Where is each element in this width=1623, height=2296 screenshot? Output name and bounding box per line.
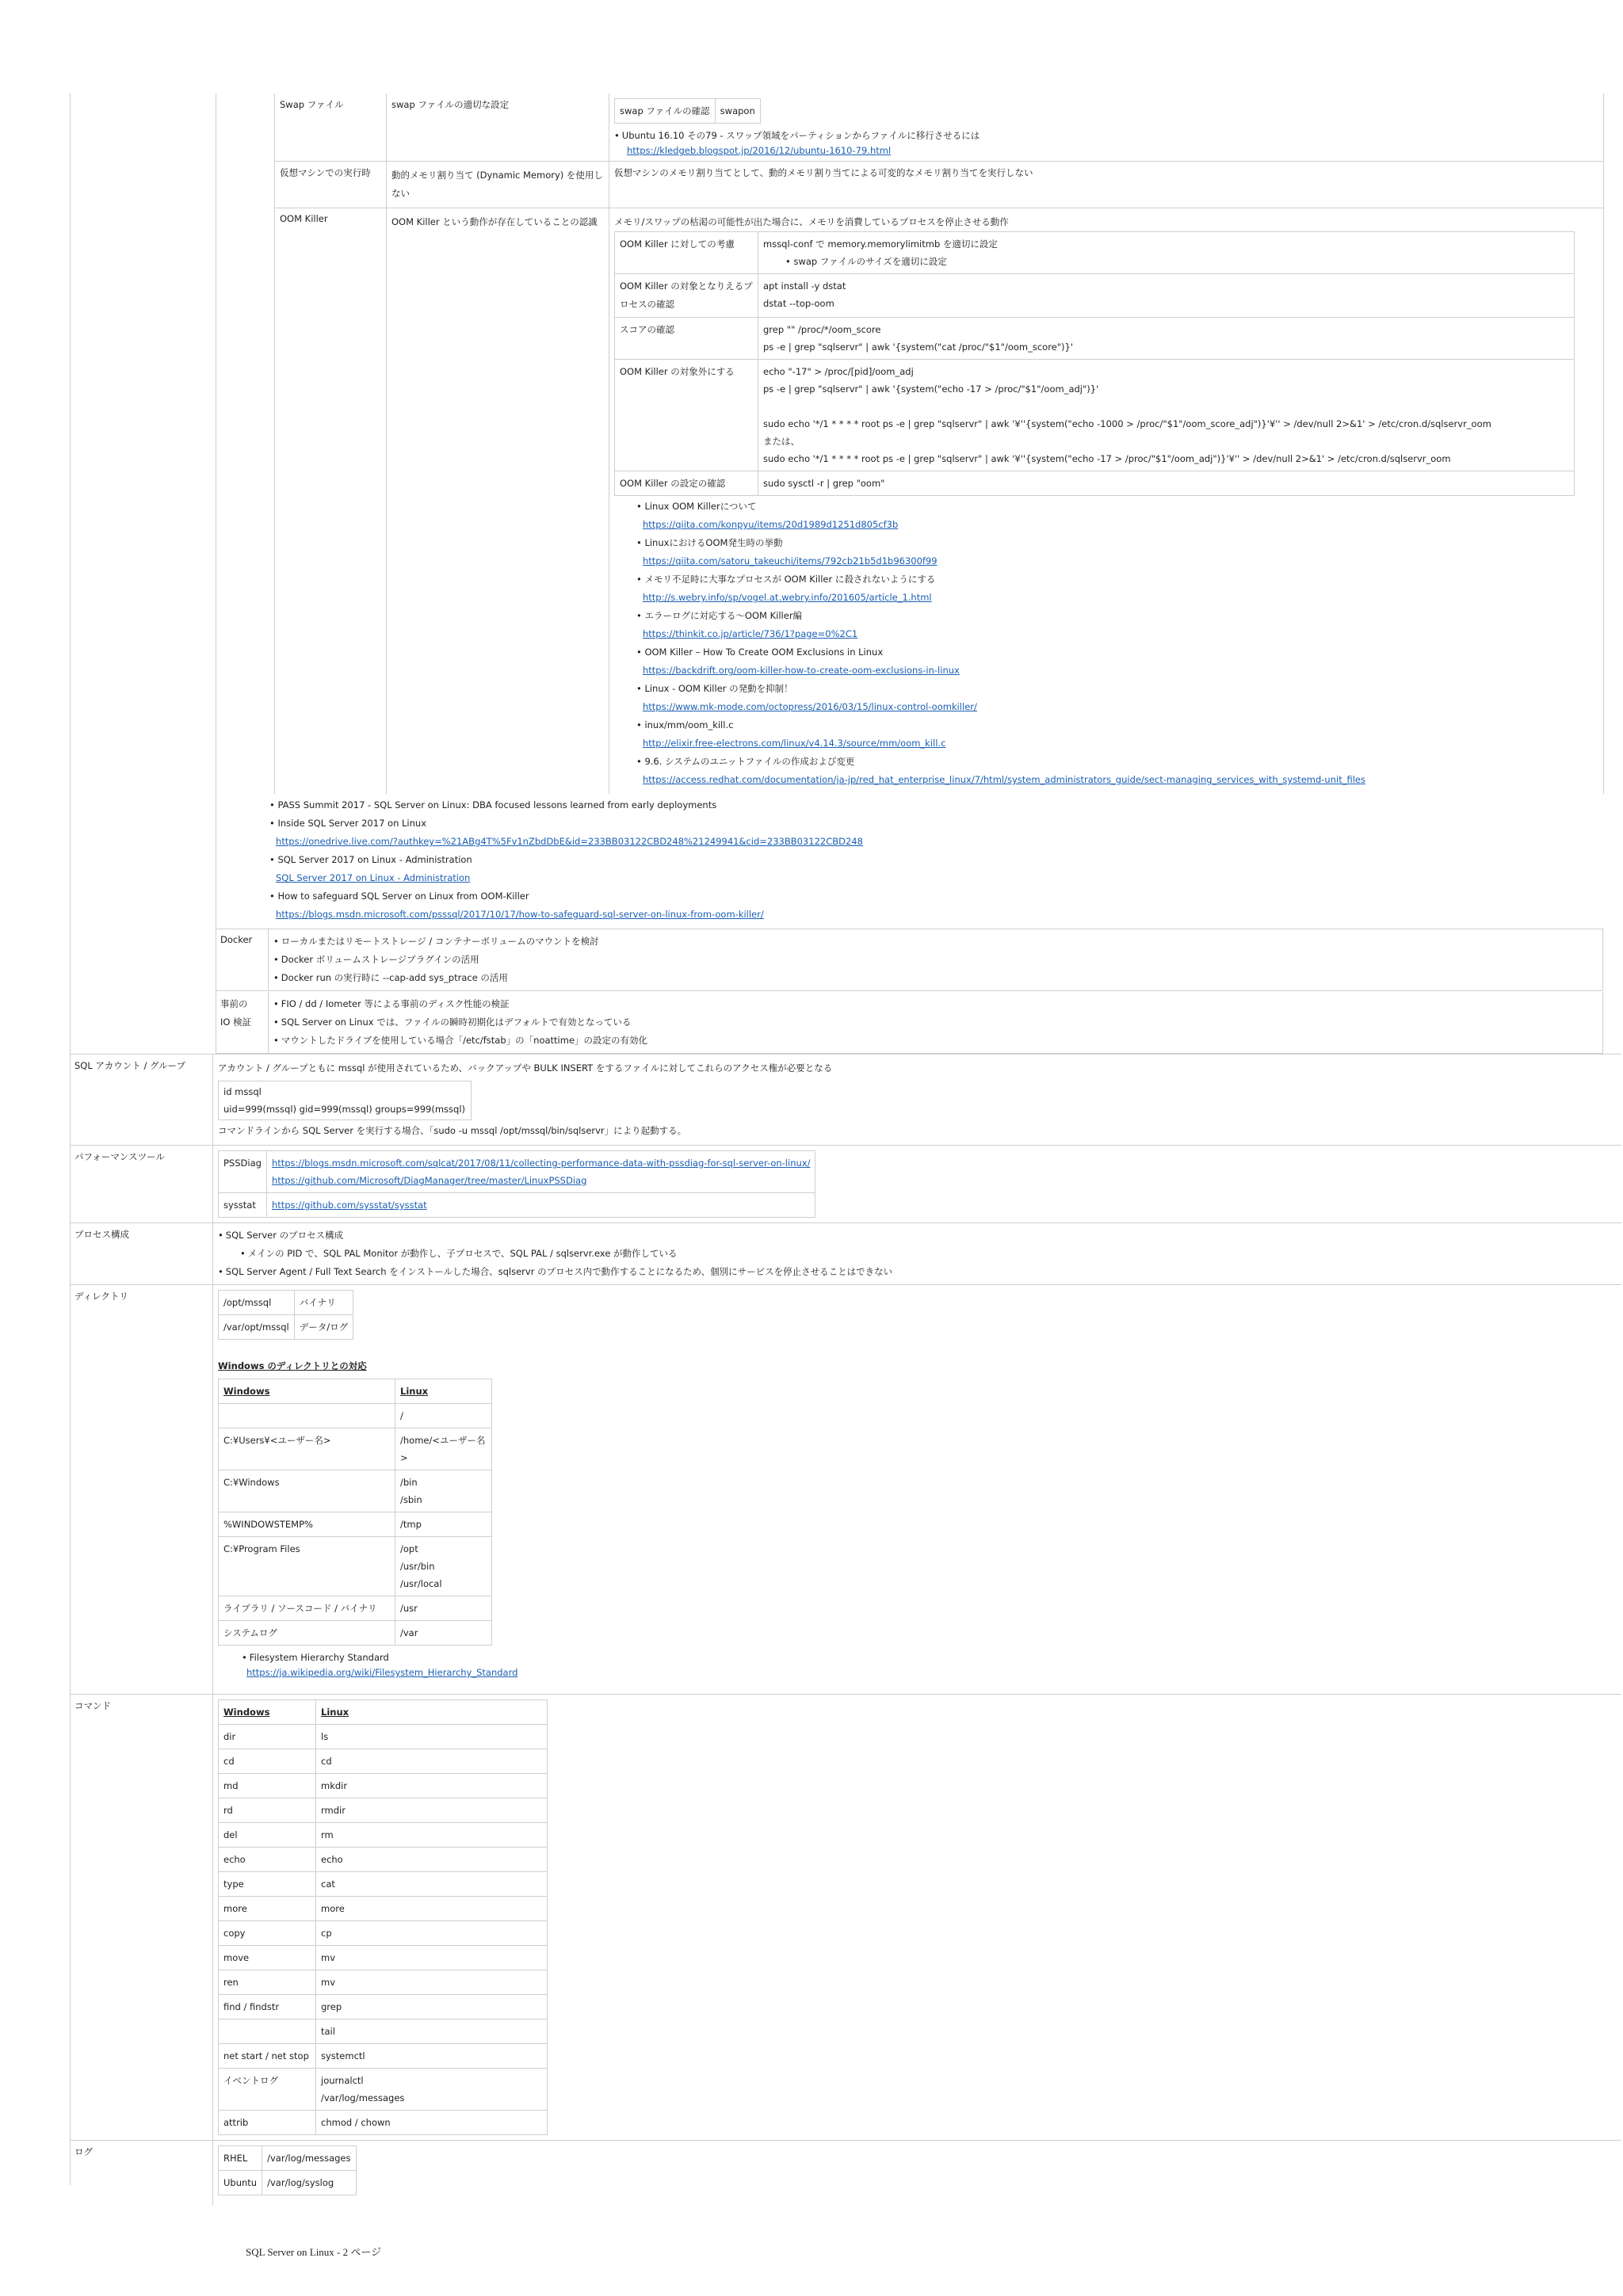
oom-ref-link[interactable]: https://qiita.com/konpyu/items/20d1989d1251d805cf3b bbox=[643, 519, 899, 530]
list-item: • SQL Server Agent / Full Text Search をインストールした場合、sqlservr のプロセス内で動作することになるため、個別にサービスを停止させることはできない bbox=[218, 1263, 1617, 1281]
swap-check-cmd: swapon bbox=[715, 99, 760, 124]
table-cell-line: ps -e | grep "sqlservr" | awk '{system("cat /proc/"$1"/oom_score")}' bbox=[763, 341, 1074, 353]
pass-ref-link[interactable]: https://onedrive.live.com/?authkey=%21ABg4T%5Fv1nZbdDbE&id=233BB03122CBD248%21249941&cid=233BB03122CBD248 bbox=[276, 836, 863, 847]
table-row bbox=[219, 1823, 548, 1848]
table-cell-line: mssql-conf で memory.memorylimitmb を適切に設定 bbox=[763, 238, 998, 250]
fhs-link[interactable]: https://ja.wikipedia.org/wiki/Filesystem_Hierarchy_Standard bbox=[246, 1667, 518, 1678]
account-note: コマンドラインから SQL Server を実行する場合、「sudo -u mssql /opt/mssql/bin/sqlservr」により起動する。 bbox=[218, 1125, 687, 1136]
perf-label: パフォーマンスツール bbox=[74, 1151, 165, 1162]
table-row bbox=[219, 1315, 353, 1340]
oom-desc: OOM Killer という動作が存在していることの認識 bbox=[386, 208, 609, 794]
table-cell: OOM Killer の対象外にする bbox=[615, 360, 758, 471]
oom-ref-link[interactable]: https://thinkit.co.jp/article/736/1?page=0%2C1 bbox=[643, 628, 858, 639]
swap-refs bbox=[614, 127, 1598, 145]
oom-ref-link[interactable]: http://s.webry.info/sp/vogel.at.webry.info/201605/article_1.html bbox=[643, 592, 932, 603]
table-cell-sub: • swap ファイルのサイズを適切に設定 bbox=[785, 256, 947, 267]
table-row bbox=[219, 1404, 492, 1428]
list-item: • Linux - OOM Killer の発動を抑制！ bbox=[636, 683, 793, 694]
table-cell: more bbox=[219, 1897, 316, 1921]
table-cell: echo bbox=[316, 1848, 548, 1872]
vm-row bbox=[275, 162, 1603, 208]
table-row bbox=[219, 1512, 492, 1537]
table-cell: dir bbox=[219, 1725, 316, 1749]
perf-table bbox=[218, 1150, 815, 1218]
table-row bbox=[615, 360, 1575, 471]
oom-refs bbox=[614, 496, 1598, 789]
sysstat-link[interactable]: https://github.com/sysstat/sysstat bbox=[271, 1199, 427, 1211]
oom-intro: メモリ/スワップの枯渇の可能性が出た場合に、メモリを消費しているプロセスを停止させる動作 bbox=[614, 216, 1009, 227]
table-cell: mkdir bbox=[316, 1774, 548, 1798]
list-item: • Docker run の実行時に --cap-add sys_ptrace の活用 bbox=[273, 969, 1598, 987]
table-cell-line: sudo echo '*/1 * * * * root ps -e | grep "sqlservr" | awk '¥''{system("echo -1000 > /proc/"$1"/oom_score_adj")}'¥'' > /dev/null 2>&1' > /etc/cron.d/sqlservr_oom bbox=[763, 418, 1491, 429]
oom-ref-link[interactable]: https://qiita.com/satoru_takeuchi/items/792cb21b5d1b96300f99 bbox=[643, 555, 938, 566]
dir-table bbox=[218, 1290, 353, 1340]
list-item: • Ubuntu 16.10 その79 - スワップ領域をパーティションからファイルに移行させるには bbox=[614, 127, 1598, 145]
io-label-1: 事前の bbox=[220, 998, 248, 1009]
account-row bbox=[70, 1055, 1621, 1146]
command-table bbox=[218, 1699, 548, 2135]
table-cell-line: sudo echo '*/1 * * * * root ps -e | grep "sqlservr" | awk '¥''{system("echo -17 > /proc/"$1"/oom_adj")}'¥'' > /dev/null 2>&1' > /etc/cron.d/sqlservr_oom bbox=[763, 453, 1451, 464]
swap-desc: swap ファイルの適切な設定 bbox=[386, 93, 609, 161]
table-header: Linux bbox=[316, 1700, 548, 1725]
table-cell: OOM Killer の設定の確認 bbox=[615, 471, 758, 496]
account-desc: アカウント / グループともに mssql が使用されているため、バックアップや BULK INSERT をするファイルに対してこれらのアクセス権が必要となる bbox=[218, 1062, 833, 1074]
table-row bbox=[219, 1872, 548, 1897]
table-cell: /tmp bbox=[395, 1512, 492, 1537]
table-cell: mv bbox=[316, 1946, 548, 1970]
pass-ref-link[interactable]: SQL Server 2017 on Linux - Administration bbox=[276, 872, 471, 883]
list-item: • マウントしたドライブを使用している場合「/etc/fstab」の「noattime」の設定の有効化 bbox=[273, 1032, 1598, 1050]
oom-ref-link[interactable]: https://www.mk-mode.com/octopress/2016/03/15/linux-control-oomkiller/ bbox=[643, 701, 977, 712]
table-row bbox=[219, 1428, 492, 1470]
io-row bbox=[216, 992, 1603, 1054]
oom-row bbox=[275, 208, 1603, 794]
table-cell: ls bbox=[316, 1725, 548, 1749]
table-row bbox=[219, 1970, 548, 1995]
swap-check-label: swap ファイルの確認 bbox=[615, 99, 716, 124]
table-cell: C:¥Program Files bbox=[219, 1537, 395, 1596]
table-cell-line: dstat --top-oom bbox=[763, 298, 834, 309]
table-cell: RHEL bbox=[219, 2146, 262, 2171]
directory-label: ディレクトリ bbox=[74, 1291, 128, 1302]
table-cell-line: echo "-17" > /proc/[pid]/oom_adj bbox=[763, 366, 914, 377]
table-cell: / bbox=[395, 1404, 492, 1428]
table-cell: cat bbox=[316, 1872, 548, 1897]
oom-label: OOM Killer bbox=[280, 213, 328, 224]
table-row bbox=[615, 471, 1575, 496]
list-item: • Docker ボリュームストレージプラグインの活用 bbox=[273, 951, 1598, 969]
table-row bbox=[615, 274, 1575, 318]
account-label: SQL アカウント / グループ bbox=[74, 1060, 186, 1071]
table-row bbox=[219, 1848, 548, 1872]
table-cell: C:¥Users¥<ユーザー名> bbox=[219, 1428, 395, 1470]
table-row bbox=[219, 2111, 548, 2135]
table-cell: rd bbox=[219, 1798, 316, 1823]
table-cell: データ/ログ bbox=[294, 1315, 353, 1340]
table-cell: /opt /usr/bin /usr/local bbox=[395, 1537, 492, 1596]
table-row bbox=[219, 2044, 548, 2069]
table-row bbox=[219, 2171, 357, 2195]
table-cell: スコアの確認 bbox=[615, 318, 758, 360]
table-cell: md bbox=[219, 1774, 316, 1798]
table-cell: /var/log/messages bbox=[262, 2146, 356, 2171]
table-cell: /var/opt/mssql bbox=[219, 1315, 295, 1340]
table-cell: type bbox=[219, 1872, 316, 1897]
table-row bbox=[219, 1921, 548, 1946]
table-cell: rm bbox=[316, 1823, 548, 1848]
vm-desc: 動的メモリ割り当て (Dynamic Memory) を使用しない bbox=[386, 162, 609, 208]
list-item: • How to safeguard SQL Server on Linux from OOM-Killer bbox=[269, 891, 529, 902]
table-cell: /usr bbox=[395, 1596, 492, 1621]
table-header: Linux bbox=[395, 1379, 492, 1404]
table-cell: イベントログ bbox=[219, 2069, 316, 2111]
table-row bbox=[219, 1193, 815, 1218]
io-label-2: IO 検証 bbox=[220, 1016, 252, 1028]
table-row bbox=[219, 1470, 492, 1512]
list-item: • Filesystem Hierarchy Standard bbox=[242, 1649, 1617, 1667]
vm-label: 仮想マシンでの実行時 bbox=[280, 167, 371, 178]
table-cell bbox=[219, 2019, 316, 2044]
table-cell: copy bbox=[219, 1921, 316, 1946]
oom-ref-link[interactable]: http://elixir.free-electrons.com/linux/v4.14.3/source/mm/oom_kill.c bbox=[643, 738, 946, 749]
list-item: • FIO / dd / Iometer 等による事前のディスク性能の検証 bbox=[273, 995, 1598, 1013]
table-row bbox=[219, 2146, 357, 2171]
table-row bbox=[219, 1774, 548, 1798]
table-row bbox=[219, 2069, 548, 2111]
table-cell: echo bbox=[219, 1848, 316, 1872]
dir-map-title: Windows のディレクトリとの対応 bbox=[218, 1360, 367, 1371]
dir-map-table bbox=[218, 1379, 492, 1646]
table-cell: rmdir bbox=[316, 1798, 548, 1823]
swap-check-table bbox=[614, 98, 761, 124]
table-cell: /home/<ユーザー名> bbox=[395, 1428, 492, 1470]
table-cell: /var bbox=[395, 1621, 492, 1646]
table-cell: systemctl bbox=[316, 2044, 548, 2069]
table-cell-line: または、 bbox=[763, 436, 800, 447]
pass-refs bbox=[269, 796, 1601, 924]
table-cell: move bbox=[219, 1946, 316, 1970]
table-cell: sudo sysctl -r | grep "oom" bbox=[758, 471, 1575, 496]
table-row bbox=[219, 1897, 548, 1921]
list-item: • SQL Server のプロセス構成 bbox=[218, 1226, 1617, 1245]
vm-detail: 仮想マシンのメモリ割り当てとして、動的メモリ割り当てによる可変的なメモリ割り当てを実行しない bbox=[609, 162, 1603, 208]
table-cell: chmod / chown bbox=[316, 2111, 548, 2135]
swap-row bbox=[275, 93, 1603, 162]
main-table bbox=[70, 1054, 1621, 2206]
table-cell: cp bbox=[316, 1921, 548, 1946]
oom-ref-link[interactable]: https://access.redhat.com/documentation/ja-jp/red_hat_enterprise_linux/7/html/system_administrators_guide/sect-managing_services_with_systemd-unit_files bbox=[643, 774, 1365, 785]
account-cmd-table bbox=[218, 1081, 472, 1120]
table-cell: journalctl /var/log/messages bbox=[316, 2069, 548, 2111]
list-item: • SQL Server on Linux では、ファイルの瞬時初期化はデフォルトで有効となっている bbox=[273, 1013, 1598, 1032]
table-cell: C:¥Windows bbox=[219, 1470, 395, 1512]
table-cell: システムログ bbox=[219, 1621, 395, 1646]
list-item: • OOM Killer – How To Create OOM Exclusions in Linux bbox=[636, 646, 884, 658]
account-output: uid=999(mssql) gid=999(mssql) groups=999(mssql) bbox=[223, 1104, 465, 1115]
table-row bbox=[219, 1621, 492, 1646]
list-item: • メインの PID で、SQL PAL Monitor が動作し、子プロセスで、SQL PAL / sqlservr.exe が動作している bbox=[218, 1245, 1617, 1263]
list-item: • Linux OOM Killerについて bbox=[636, 501, 757, 512]
table-row bbox=[615, 318, 1575, 360]
table-header: Windows bbox=[219, 1379, 395, 1404]
process-label: プロセス構成 bbox=[74, 1229, 129, 1240]
swap-ref-link[interactable]: https://kledgeb.blogspot.jp/2016/12/ubuntu-1610-79.html bbox=[627, 145, 892, 156]
table-row bbox=[219, 1379, 492, 1404]
directory-row bbox=[70, 1285, 1621, 1695]
account-cmd: id mssql bbox=[223, 1086, 262, 1097]
table-cell bbox=[219, 1404, 395, 1428]
list-item: • ローカルまたはリモートストレージ / コンテナーボリュームのマウントを検討 bbox=[273, 933, 1598, 951]
table-cell: /bin /sbin bbox=[395, 1470, 492, 1512]
pssdiag-link-2[interactable]: https://github.com/Microsoft/DiagManager/tree/master/LinuxPSSDiag bbox=[271, 1175, 587, 1186]
table-row bbox=[219, 1798, 548, 1823]
table-cell: /opt/mssql bbox=[219, 1291, 295, 1315]
table-cell-line: apt install -y dstat bbox=[763, 280, 846, 292]
table-row bbox=[219, 1537, 492, 1596]
table-cell: more bbox=[316, 1897, 548, 1921]
table-cell: cd bbox=[219, 1749, 316, 1774]
table-cell: net start / net stop bbox=[219, 2044, 316, 2069]
table-row bbox=[219, 1151, 815, 1193]
list-item: • PASS Summit 2017 - SQL Server on Linux: DBA focused lessons learned from early deployments bbox=[269, 799, 717, 810]
list-item: • 9.6. システムのユニットファイルの作成および変更 bbox=[636, 756, 855, 767]
table-cell: バイナリ bbox=[294, 1291, 353, 1315]
pssdiag-link-1[interactable]: https://blogs.msdn.microsoft.com/sqlcat/2017/08/11/collecting-performance-data-with-pssdiag-for-sql-server-on-linux/ bbox=[271, 1158, 811, 1169]
process-row bbox=[70, 1223, 1621, 1285]
log-table bbox=[218, 2145, 357, 2195]
table-row bbox=[219, 1946, 548, 1970]
page-footer: SQL Server on Linux - 2 ページ bbox=[246, 2246, 382, 2258]
table-cell: /var/log/syslog bbox=[262, 2171, 356, 2195]
list-item: • inux/mm/oom_kill.c bbox=[636, 719, 734, 730]
swap-label: Swap ファイル bbox=[280, 99, 344, 110]
oom-ref-link[interactable]: https://backdrift.org/oom-killer-how-to-create-oom-exclusions-in-linux bbox=[643, 665, 960, 676]
list-item: • LinuxにおけるOOM発生時の挙動 bbox=[636, 537, 783, 548]
docker-label: Docker bbox=[220, 934, 253, 945]
table-cell: tail bbox=[316, 2019, 548, 2044]
table-cell: PSSDiag bbox=[219, 1151, 267, 1193]
table-row bbox=[615, 232, 1575, 274]
list-item: • SQL Server 2017 on Linux - Administration bbox=[269, 854, 472, 865]
table-row bbox=[219, 1995, 548, 2019]
table-header: Windows bbox=[219, 1700, 316, 1725]
perf-row bbox=[70, 1146, 1621, 1223]
pass-ref-link[interactable]: https://blogs.msdn.microsoft.com/psssql/2017/10/17/how-to-safeguard-sql-server-on-linux-from-oom-killer/ bbox=[276, 909, 764, 920]
table-cell: OOM Killer に対しての考慮 bbox=[615, 232, 758, 274]
list-item: • メモリ不足時に大事なプロセスが OOM Killer に殺されないようにする bbox=[636, 574, 936, 585]
list-item: • Inside SQL Server 2017 on Linux bbox=[269, 818, 427, 829]
table-cell: Ubuntu bbox=[219, 2171, 262, 2195]
table-row bbox=[219, 1725, 548, 1749]
list-item: • エラーログに対応する～OOM Killer編 bbox=[636, 610, 803, 621]
table-row bbox=[219, 1749, 548, 1774]
command-row bbox=[70, 1695, 1621, 2141]
table-cell: %WINDOWSTEMP% bbox=[219, 1512, 395, 1537]
table-row bbox=[219, 1700, 548, 1725]
table-cell: ren bbox=[219, 1970, 316, 1995]
table-cell-line: ps -e | grep "sqlservr" | awk '{system("echo -17 > /proc/"$1"/oom_adj")}' bbox=[763, 383, 1099, 395]
table-row bbox=[219, 1291, 353, 1315]
log-row bbox=[70, 2141, 1621, 2206]
memory-section bbox=[274, 93, 1604, 794]
log-label: ログ bbox=[74, 2146, 93, 2157]
table-row bbox=[219, 2019, 548, 2044]
table-cell: ライブラリ / ソースコード / バイナリ bbox=[219, 1596, 395, 1621]
table-cell-line: grep "" /proc/*/oom_score bbox=[763, 324, 881, 335]
table-row bbox=[219, 1596, 492, 1621]
table-cell: sysstat bbox=[219, 1193, 267, 1218]
table-cell: grep bbox=[316, 1995, 548, 2019]
table-cell: attrib bbox=[219, 2111, 316, 2135]
table-cell: mv bbox=[316, 1970, 548, 1995]
table-cell: del bbox=[219, 1823, 316, 1848]
table-cell: find / findstr bbox=[219, 1995, 316, 2019]
oom-detail-table bbox=[614, 231, 1575, 496]
command-label: コマンド bbox=[74, 1700, 111, 1711]
docker-row bbox=[216, 929, 1603, 991]
table-cell: cd bbox=[316, 1749, 548, 1774]
table-cell: OOM Killer の対象となりえるプロセスの確認 bbox=[615, 274, 758, 318]
